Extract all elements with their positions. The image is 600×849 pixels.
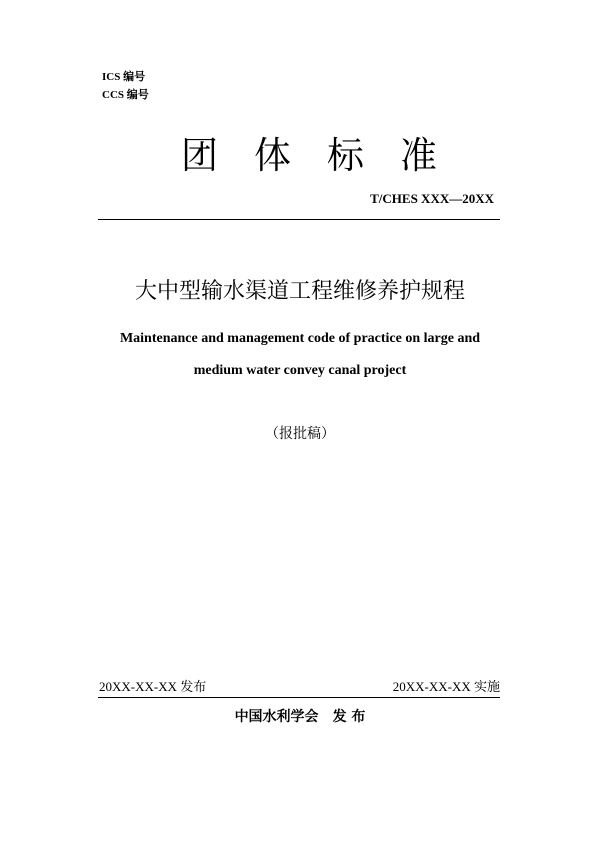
bottom-divider [98, 697, 500, 698]
document-title-chinese: 大中型输水渠道工程维修养护规程 [134, 279, 465, 304]
standard-number: T/CHES XXX—20XX [370, 191, 494, 206]
draft-status: （报批稿） [265, 426, 335, 442]
effective-date: 20XX-XX-XX 实施 [392, 679, 500, 694]
ics-code-label: ICS 编号 [102, 71, 146, 83]
issue-date: 20XX-XX-XX 发布 [99, 679, 207, 694]
document-title-english-line-2: medium water convey canal project [193, 363, 407, 378]
top-divider [98, 219, 500, 220]
standard-category-title: 团体标准 [181, 134, 473, 177]
publisher-line [0, 707, 600, 727]
ccs-code-label: CCS 编号 [102, 89, 149, 101]
publisher-name: 中国水利学会 [234, 709, 319, 725]
document-title-english-line-1: Maintenance and management code of practice on large and [119, 331, 481, 346]
publisher-action: 发 布 [332, 709, 366, 725]
